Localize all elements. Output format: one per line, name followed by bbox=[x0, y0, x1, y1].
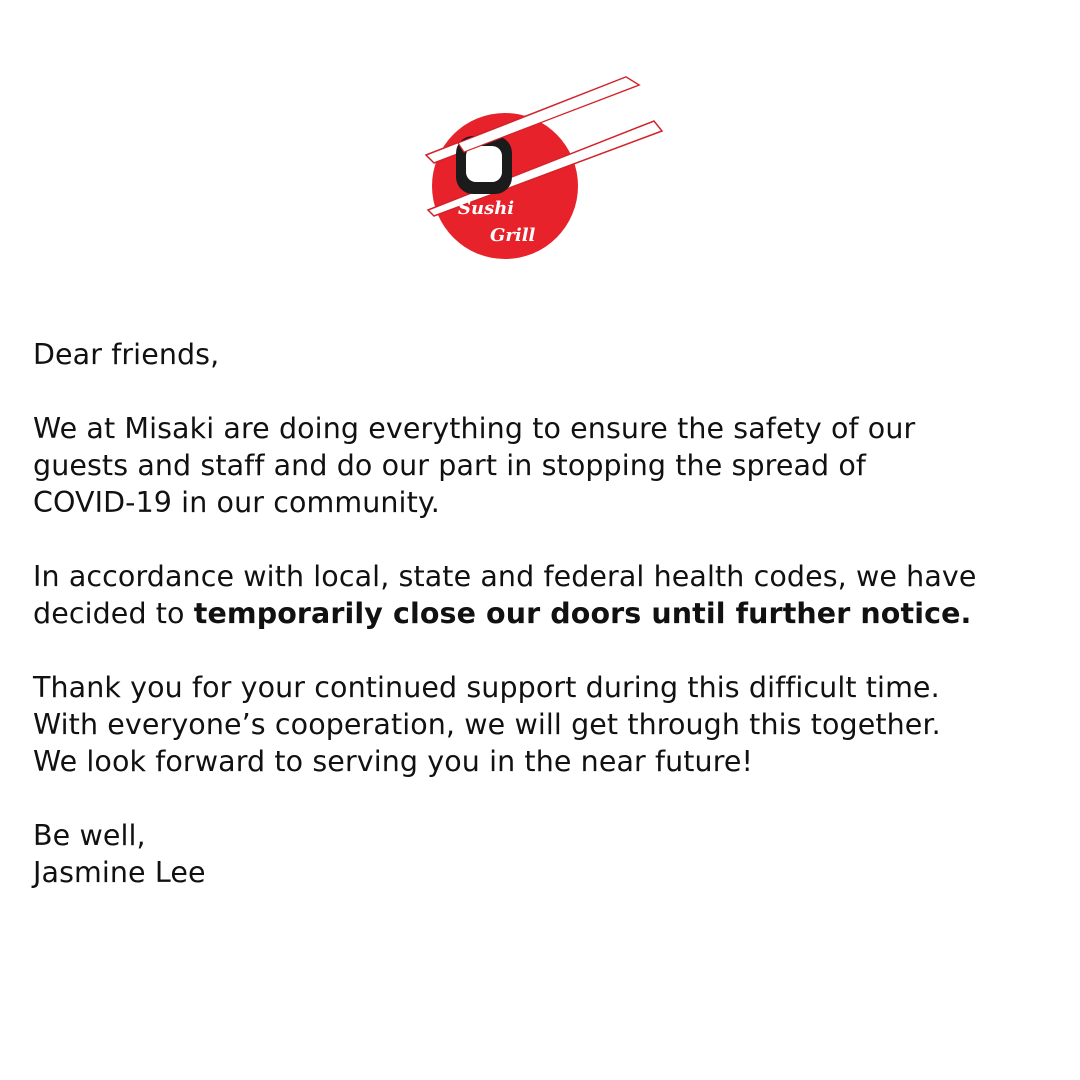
safety-line-2: guests and staff and do our part in stopping the spread of bbox=[33, 449, 867, 482]
safety-line-1: We at Misaki are doing everything to ensure the safety of our bbox=[33, 412, 916, 445]
signature: Jasmine Lee bbox=[33, 856, 206, 889]
thanks-paragraph bbox=[33, 669, 1073, 780]
closure-notice-bold: temporarily close our doors until further notice. bbox=[193, 597, 972, 630]
safety-paragraph bbox=[33, 410, 1073, 521]
closure-line-2-prefix: decided to bbox=[33, 597, 194, 630]
greeting-paragraph bbox=[33, 336, 1073, 373]
closure-letter bbox=[33, 336, 1073, 928]
sushi-grill-logo bbox=[418, 74, 668, 266]
closure-paragraph bbox=[33, 558, 1073, 632]
thanks-line-3: We look forward to serving you in the near future! bbox=[33, 745, 754, 778]
thanks-line-1: Thank you for your continued support during this difficult time. bbox=[33, 671, 940, 704]
closure-line-2 bbox=[33, 595, 1073, 632]
logo-text-grill: Grill bbox=[490, 225, 536, 246]
safety-line-3: COVID-19 in our community. bbox=[33, 486, 440, 519]
closure-line-1: In accordance with local, state and federal health codes, we have bbox=[33, 560, 977, 593]
signoff-paragraph bbox=[33, 817, 1073, 891]
closing: Be well, bbox=[33, 819, 146, 852]
greeting: Dear friends, bbox=[33, 338, 220, 371]
thanks-line-2: With everyone’s cooperation, we will get through this together. bbox=[33, 708, 941, 741]
logo-text-sushi: Sushi bbox=[458, 198, 515, 219]
